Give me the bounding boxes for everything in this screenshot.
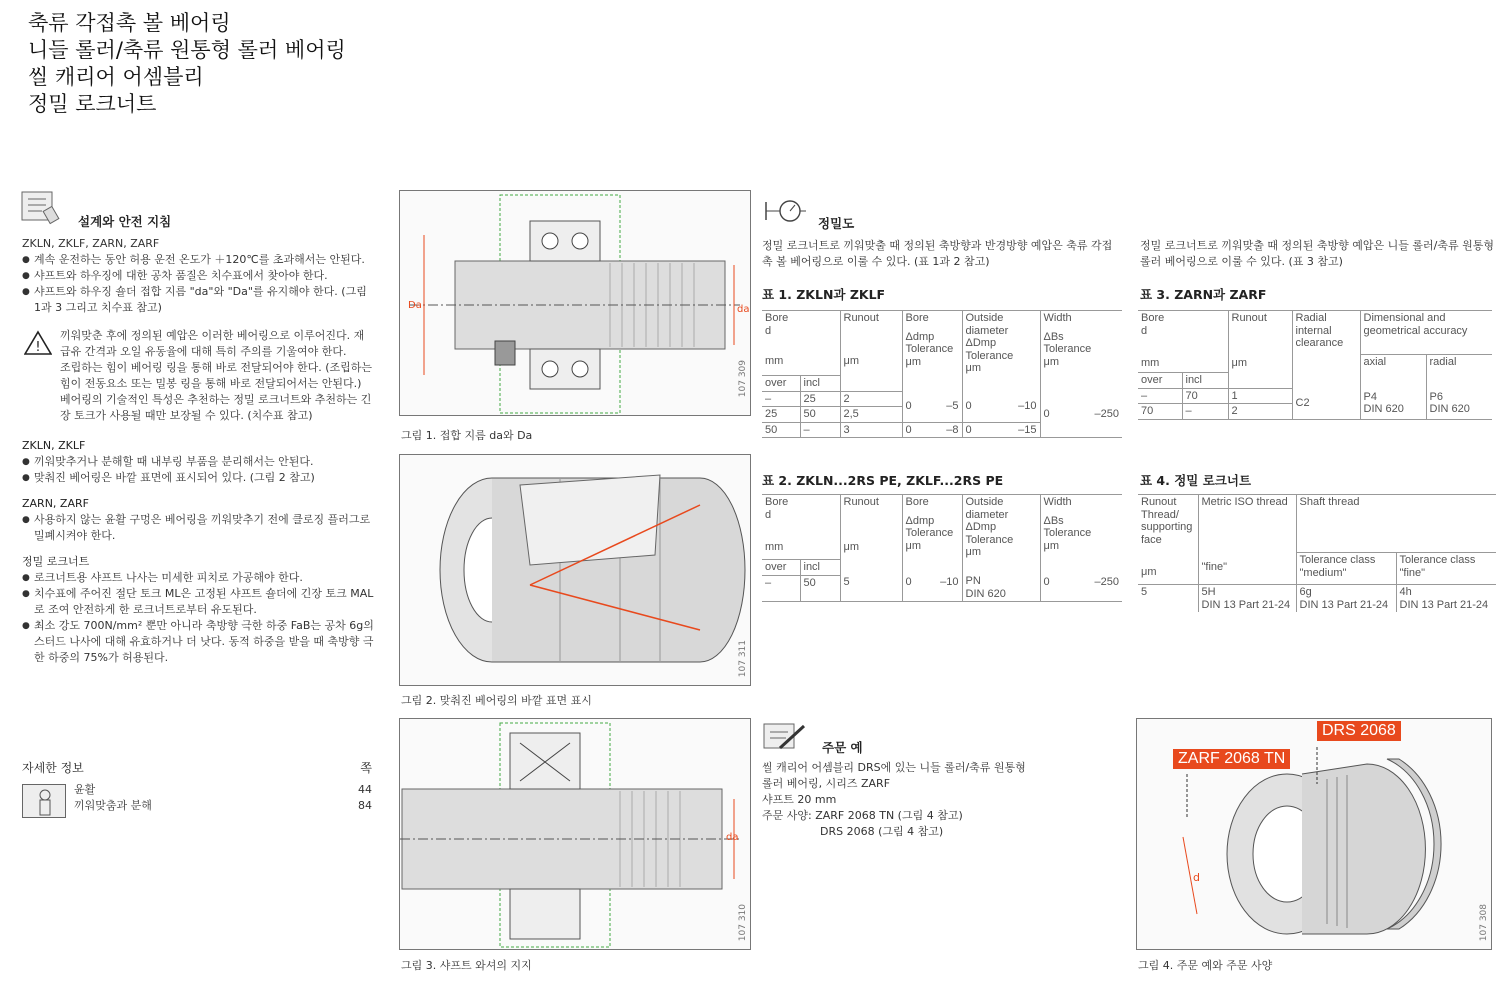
- group1-title: ZKLN, ZKLF, ZARN, ZARF: [22, 237, 160, 250]
- cell: DIN 620: [1429, 403, 1470, 416]
- hdr-um: μm: [1141, 566, 1157, 578]
- cell: –: [1138, 388, 1182, 404]
- bullet: ● 로크너트용 샤프트 나사는 미세한 피치로 가공해야 한다.: [22, 570, 374, 586]
- cell: 0: [905, 400, 912, 412]
- cell: –: [762, 391, 800, 407]
- table2: [762, 494, 1122, 602]
- cell: –10: [1018, 400, 1037, 412]
- more-info-title: 자세한 정보: [22, 761, 84, 775]
- warning-text: 조립하는 힘이 베어링 링을 통해 바로 전달되어야 한다. (조립하는 힘이 전동요소 또는 밀봉 링을 통해 바로 전달되어서는 안된다.): [60, 361, 373, 390]
- bullet: ● 맞춰진 베어링은 바깥 표면에 표시되어 있다. (그림 2 참고): [22, 470, 374, 486]
- table-row: [762, 391, 1122, 407]
- hdr-shaft: Shaft thread: [1296, 495, 1496, 553]
- hdr-um: μm: [843, 354, 860, 367]
- cell: 2: [840, 391, 902, 407]
- hdr-um: μm: [1043, 355, 1060, 368]
- page-title: [28, 10, 346, 118]
- table4: [1138, 494, 1496, 612]
- hdr-od: Outside: [965, 312, 1004, 324]
- cell: –: [1182, 404, 1228, 420]
- warning-icon: [24, 330, 52, 356]
- table1: [762, 310, 1122, 438]
- bullet: ● 계속 운전하는 동안 허용 운전 온도가 ＋120℃를 초과해서는 안된다.: [22, 252, 374, 268]
- hdr-bore2: Bore: [905, 312, 929, 324]
- hdr-runout: Runout: [843, 312, 879, 324]
- table3: [1138, 310, 1492, 420]
- hdr-axial: axial: [1360, 355, 1426, 373]
- fig4-caption: 그림 4. 주문 예와 주문 사양: [1138, 959, 1273, 972]
- cell: 4h: [1399, 586, 1412, 598]
- hdr-d: d: [765, 508, 772, 521]
- hdr-incl: incl: [800, 560, 840, 576]
- bullet: ● 사용하지 않는 윤활 구멍은 베어링을 끼워맞추기 전에 클로징 플러그로 밀폐시켜야 한다.: [22, 512, 374, 544]
- hdr-bore2: Bore: [905, 496, 929, 508]
- hdr-d: d: [1141, 324, 1148, 337]
- design-icon: [20, 190, 60, 226]
- fig3-code: 107 310: [738, 903, 748, 941]
- hdr-radial: Radial: [1295, 312, 1327, 324]
- warning-block: [22, 328, 374, 424]
- hdr-tol: Tolerance: [965, 349, 1014, 362]
- hdr-tc: "fine": [1399, 566, 1426, 579]
- order-pen-icon: [762, 718, 808, 754]
- cell: –8: [946, 423, 959, 436]
- order-text: [762, 760, 1122, 840]
- cell: DIN 13 Part 21-24: [1201, 598, 1291, 611]
- hdr-mm: mm: [765, 355, 784, 367]
- hdr-metric: Metric ISO thread: [1201, 496, 1288, 508]
- hdr-radial2: radial: [1429, 356, 1457, 368]
- hdr-incl: incl: [800, 376, 840, 392]
- more-info-page: 84: [358, 799, 372, 812]
- group3-title: ZARN, ZARF: [22, 497, 89, 510]
- bullet: ● 샤프트와 하우징에 대한 공차 품질은 치수표에서 찾아야 한다.: [22, 268, 374, 284]
- table2-title: 표 2. ZKLN...2RS PE, ZKLF...2RS PE: [762, 473, 1004, 488]
- design-notes: [22, 236, 374, 666]
- cell: 50: [762, 422, 800, 438]
- hdr-um: μm: [965, 362, 982, 374]
- hdr-runout: Runout: [843, 496, 879, 508]
- hdr-width: Width: [1043, 312, 1072, 324]
- fig1-code: 107 309: [738, 359, 748, 397]
- cell: 0: [1043, 576, 1050, 588]
- table-row: [1138, 388, 1492, 404]
- hdr-um: μm: [1043, 539, 1060, 552]
- fig1-Da-label: Da: [408, 300, 422, 311]
- hdr-bore: Bore: [765, 312, 789, 324]
- hdr-tc: Tolerance class: [1299, 554, 1376, 566]
- cell: 5H: [1201, 586, 1216, 598]
- cell: DIN 13 Part 21-24: [1299, 598, 1389, 611]
- cell: 5: [840, 575, 902, 602]
- more-info-item[interactable]: [74, 798, 372, 814]
- more-info-label: 윤활: [74, 783, 96, 796]
- order-line: 롤러 베어링, 시리즈 ZARF: [762, 777, 891, 790]
- figure-3: [399, 718, 751, 950]
- fig4-label-drs: DRS 2068: [1317, 721, 1401, 741]
- hdr-bore: Bore: [1141, 312, 1165, 324]
- cell: 0: [905, 423, 912, 436]
- hdr-clearance: clearance: [1295, 337, 1344, 349]
- cell: 2,5: [840, 407, 902, 423]
- order-line: 샤프트 20 mm: [762, 793, 837, 806]
- cell: 0: [1043, 407, 1050, 420]
- figure-2: [399, 454, 751, 686]
- title-line-1: 축류 각접촉 볼 베어링: [28, 11, 231, 35]
- hdr-tc: Tolerance class: [1399, 554, 1476, 566]
- cell: 2: [1228, 404, 1292, 420]
- warning-text: 베어링의 기술적인 특성은 추천하는 정밀 로크너트와 추천하는 긴장 토크가 사용될 때만 보장될 수 있다. (치수표 참고): [60, 393, 372, 422]
- table-row: [762, 575, 1122, 602]
- cell: 3: [840, 422, 902, 438]
- bullet: ● 끼워맞추거나 분해할 때 내부링 부품을 분리해서는 안된다.: [22, 454, 374, 470]
- bullet: ● 치수표에 주어진 절단 토크 ML은 고정된 샤프트 숄더에 긴장 토크 MAL로 조여 안전하게 한 로크너트로부터 유도된다.: [22, 586, 374, 618]
- fig3-caption: 그림 3. 샤프트 와셔의 지지: [401, 959, 532, 972]
- group2-title: ZKLN, ZKLF: [22, 439, 86, 452]
- cell: 25: [800, 391, 840, 407]
- order-line: DRS 2068 (그림 4 참고): [820, 825, 944, 838]
- cell: –15: [1018, 423, 1037, 436]
- cell: 70: [1138, 404, 1182, 420]
- cell: P4: [1363, 390, 1377, 403]
- warning-text: 끼워맞춘 후에 정의된 예압은 이러한 베어링으로 이루어진다. 재급유 간격과 오일 유동율에 대해 특히 주의를 기울여야 한다.: [60, 329, 365, 358]
- fig4-label-zarf: ZARF 2068 TN: [1173, 749, 1290, 769]
- cell: 5: [1138, 585, 1198, 613]
- fig4-d-label: d: [1193, 871, 1200, 884]
- cell: PN: [965, 575, 981, 587]
- hdr-over: over: [762, 376, 800, 392]
- table-row: [1138, 585, 1496, 613]
- cell: DIN 620: [1363, 403, 1404, 416]
- group4-title: 정밀 로크너트: [22, 555, 90, 568]
- cell: –: [762, 575, 800, 602]
- hdr-runout: face: [1141, 533, 1162, 546]
- cell: –5: [946, 400, 959, 412]
- figure-1: [399, 190, 751, 416]
- hdr-um: μm: [843, 540, 860, 553]
- cell: 0: [965, 423, 972, 436]
- bullet: ● 최소 강도 700N/mm² 뿐만 아니라 축방향 극한 하중 FaB는 공차 6g의 스터드 나사에 대해 유효하거나 더 낫다. 동적 하중을 받을 때 축방향 극한 하중의 75%가 허용된다.: [22, 618, 374, 666]
- hdr-bore: Bore: [765, 496, 789, 508]
- fig4-code: 107 308: [1479, 903, 1489, 941]
- hdr-incl: incl: [1182, 373, 1228, 389]
- bullet: ● 샤프트와 하우징 숄더 접합 지름 "da"와 "Da"를 유지해야 한다. (그림 1과 3 그리고 치수표 참고): [22, 284, 374, 316]
- hdr-tol: Tolerance: [965, 533, 1014, 546]
- hdr-um: μm: [905, 539, 922, 552]
- hdr-runout: Runout: [1231, 312, 1267, 324]
- svg-text:!: !: [35, 340, 41, 355]
- hdr-tc: "medium": [1299, 566, 1347, 579]
- cell: –250: [1094, 407, 1119, 420]
- hdr-Bs: ΔBs: [1043, 330, 1064, 343]
- hdr-internal: internal: [1295, 324, 1332, 337]
- cell: –250: [1094, 576, 1119, 588]
- hdr-od2: diameter: [965, 508, 1009, 521]
- precision-text-right: 정밀 로크너트로 끼워맞출 때 정의된 축방향 예압은 니들 롤러/축류 원통형 롤러 베어링으로 이룰 수 있다. (표 3 참고): [1140, 239, 1494, 268]
- fig3-da-label: da: [726, 832, 739, 843]
- page-label: 쪽: [360, 761, 372, 775]
- hdr-fine: "fine": [1201, 560, 1228, 573]
- hdr-runout: supporting: [1141, 521, 1193, 533]
- hdr-runout: Runout: [1141, 496, 1177, 508]
- cell: 0: [905, 576, 912, 588]
- hdr-tol: Tolerance: [905, 343, 954, 355]
- cell: 25: [762, 407, 800, 423]
- cell: 50: [800, 407, 840, 423]
- more-info: [22, 760, 372, 814]
- cell: DIN 13 Part 21-24: [1399, 598, 1489, 611]
- hdr-dim: Dimensional and: [1363, 312, 1446, 324]
- cell: DIN 620: [965, 587, 1006, 600]
- hdr-um: μm: [965, 546, 982, 558]
- cell: P6: [1429, 390, 1443, 403]
- hdr-d: d: [765, 324, 772, 337]
- precision-heading: 정밀도: [818, 216, 855, 231]
- fig2-code: 107 311: [738, 639, 748, 677]
- precision-text-left: 정밀 로크너트로 끼워맞출 때 정의된 축방향과 반경방향 예압은 축류 각접촉 볼 베어링으로 이룰 수 있다. (표 1과 2 참고): [762, 239, 1113, 268]
- table1-title: 표 1. ZKLN과 ZKLF: [762, 287, 886, 302]
- title-line-4: 정밀 로크너트: [28, 92, 157, 116]
- hdr-od: Outside: [965, 496, 1004, 508]
- table3-title: 표 3. ZARN과 ZARF: [1140, 287, 1267, 302]
- fig1-caption: 그림 1. 접합 지름 da와 Da: [401, 429, 533, 442]
- hdr-um: μm: [1231, 356, 1248, 369]
- hdr-mm: mm: [765, 541, 784, 553]
- more-info-item[interactable]: [74, 782, 372, 798]
- hdr-dmp: Δdmp: [905, 330, 935, 343]
- title-line-2: 니들 롤러/축류 원통형 롤러 베어링: [28, 38, 346, 62]
- order-line: 주문 사양: ZARF 2068 TN (그림 4 참고): [762, 809, 963, 822]
- order-heading: 주문 예: [822, 740, 863, 755]
- hdr-over: over: [762, 560, 800, 576]
- hdr-dmp: Δdmp: [905, 514, 935, 527]
- hdr-od2: diameter: [965, 324, 1009, 337]
- cell: 1: [1228, 388, 1292, 404]
- gauge-icon: [762, 194, 808, 226]
- more-info-page: 44: [358, 783, 372, 796]
- hdr-over: over: [1138, 373, 1182, 389]
- hdr-tol: Tolerance: [1043, 343, 1092, 355]
- table4-title: 표 4. 정밀 로크너트: [1140, 473, 1252, 488]
- hdr-Dmp: ΔDmp: [965, 337, 997, 349]
- fig1-da-label: da: [737, 304, 750, 315]
- cell: –: [800, 422, 840, 438]
- hdr-mm: mm: [1141, 357, 1160, 369]
- cell: C2: [1292, 388, 1360, 419]
- hdr-width: Width: [1043, 496, 1072, 508]
- more-info-label: 끼워맞춤과 분해: [74, 799, 152, 812]
- title-line-3: 씰 캐리어 어셈블리: [28, 65, 204, 89]
- figure-4: [1136, 718, 1492, 950]
- book-icon: [22, 784, 66, 818]
- hdr-Dmp: ΔDmp: [965, 521, 997, 533]
- hdr-runout: Thread/: [1141, 508, 1179, 521]
- cell: 6g: [1299, 586, 1312, 598]
- cell: –10: [940, 576, 959, 588]
- hdr-geo: geometrical accuracy: [1363, 324, 1468, 337]
- cell: 50: [800, 575, 840, 602]
- cell: 0: [965, 400, 972, 412]
- order-line: 씰 캐리어 어셈블리 DRS에 있는 니들 롤러/축류 원통형: [762, 761, 1026, 774]
- design-heading: 설계와 안전 지침: [78, 214, 172, 229]
- hdr-tol: Tolerance: [1043, 527, 1092, 539]
- fig2-caption: 그림 2. 맞춰진 베어링의 바깥 표면 표시: [401, 694, 592, 707]
- hdr-Bs: ΔBs: [1043, 514, 1064, 527]
- cell: 70: [1182, 388, 1228, 404]
- hdr-um: μm: [905, 355, 922, 368]
- hdr-tol: Tolerance: [905, 527, 954, 539]
